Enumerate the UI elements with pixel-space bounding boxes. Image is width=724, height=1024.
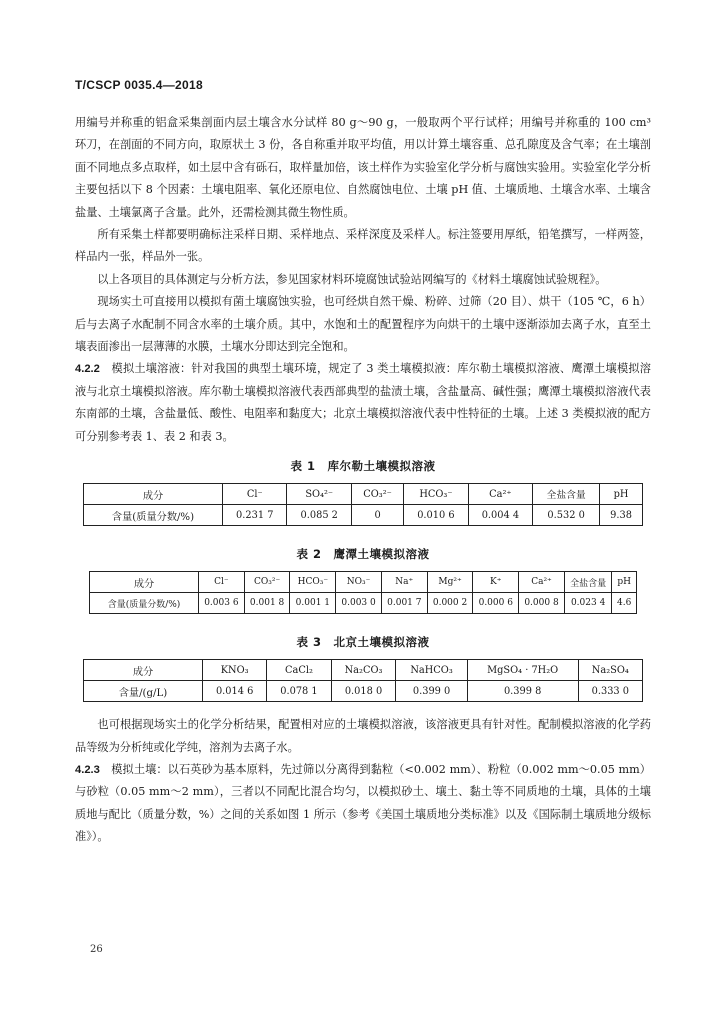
paragraph: 现场实土可直接用以模拟有菌土壤腐蚀实验，也可经烘自然干燥、粉碎、过筛（20 目）、烘干（105 ℃，6 h）后与去离子水配制不同含水率的土壤介质。其中，水饱和土的配置程序为向烘干的土壤中逐渐添加去离子水，直至土壤表面渗出一层薄薄的水膜，土壤水分即达到完全饱和。: [75, 295, 651, 354]
table-header-cell: 成分: [84, 660, 203, 681]
table-3: [83, 659, 643, 702]
table-header-cell: MgSO₄ · 7H₂O: [467, 660, 578, 681]
table-header-cell: CaCl₂: [267, 660, 331, 681]
table-header-row: [90, 572, 637, 593]
table-header-cell: CO₃²⁻: [351, 484, 403, 505]
section-number: 4.2.3: [75, 763, 100, 776]
doc-header: T/CSCP 0035.4—2018: [75, 78, 203, 92]
table-header-cell: 全盐含量: [564, 572, 611, 593]
table-header-cell: NO₃⁻: [336, 572, 382, 593]
table-row: [84, 681, 643, 702]
table-cell: 0: [351, 505, 403, 526]
table-cell: 0.001 8: [244, 593, 290, 614]
paragraph: 也可根据现场实土的化学分析结果，配置相对应的土壤模拟溶液，该溶液更具有针对性。配制模拟溶液的化学药品等级为分析纯或化学纯，溶剂为去离子水。: [75, 718, 651, 754]
table-row: [84, 505, 643, 526]
table-header-cell: Cl⁻: [223, 484, 287, 505]
table-header-cell: Na⁺: [381, 572, 427, 593]
table-cell: 0.018 0: [331, 681, 396, 702]
table-header-cell: SO₄²⁻: [287, 484, 351, 505]
table-2: [89, 571, 637, 614]
table-cell: 0.001 7: [381, 593, 427, 614]
table-header-cell: Na₂CO₃: [331, 660, 396, 681]
section-number: 4.2.2: [75, 363, 100, 376]
table-cell: 含量(质量分数/%): [90, 593, 199, 614]
table-cell: 0.078 1: [267, 681, 331, 702]
table-cell: 0.000 6: [473, 593, 519, 614]
section-4-2-3: [75, 759, 651, 849]
table-cell: 0.532 0: [533, 505, 600, 526]
table-cell: 9.38: [600, 505, 643, 526]
section-text: 模拟土壤：以石英砂为基本原料，先过筛以分离得到黏粒（<0.002 mm）、粉粒（0.002 mm～0.05 mm）与砂粒（0.05 mm～2 mm），三者以不同配比混合均匀，以模拟砂土、壤土、黏土等不同质地的土壤，具体的土壤质地与配比（质量分数，%）之间的关系如图 1 所示（参考《美国土壤质地分类标准》以及《国际制土壤质地分级标准》）。: [75, 762, 651, 844]
table-row: [90, 593, 637, 614]
table-2-caption: 表 2 鹰潭土壤模拟溶液: [296, 547, 430, 562]
table-1: [83, 483, 643, 526]
table-cell: 0.001 1: [290, 593, 336, 614]
table-header-cell: K⁺: [473, 572, 519, 593]
table-cell: 0.004 4: [468, 505, 532, 526]
table-header-cell: Ca²⁺: [519, 572, 565, 593]
table-cell: 0.010 6: [404, 505, 468, 526]
table-header-cell: 全盐含量: [533, 484, 600, 505]
table-cell: 0.085 2: [287, 505, 351, 526]
table-cell: 0.399 8: [467, 681, 578, 702]
table-header-cell: Ca²⁺: [468, 484, 532, 505]
table-cell: 0.003 0: [336, 593, 382, 614]
table-header-cell: HCO₃⁻: [290, 572, 336, 593]
table-header-cell: pH: [612, 572, 637, 593]
table-header-cell: Mg²⁺: [427, 572, 473, 593]
table-cell: 0.333 0: [578, 681, 642, 702]
table-header-cell: pH: [600, 484, 643, 505]
table-header-cell: HCO₃⁻: [404, 484, 468, 505]
table-3-caption: 表 3 北京土壤模拟溶液: [296, 635, 430, 650]
table-header-cell: CO₃²⁻: [244, 572, 290, 593]
table-cell: 4.6: [612, 593, 637, 614]
table-header-row: [84, 660, 643, 681]
table-cell: 含量/(g/L): [84, 681, 203, 702]
table-cell: 0.231 7: [223, 505, 287, 526]
table-cell: 0.014 6: [203, 681, 267, 702]
paragraph: 用编号并称重的铝盒采集剖面内层土壤含水分试样 80 g～90 g，一般取两个平行试样；用编号并称重的 100 cm³ 环刀，在剖面的不同方向，取原状土 3 份，各自称重并取平均值，用以计算土壤容重、总孔隙度及含气率；在土壤剖面不同地点多点取样，如土层中含有砾石，取样量加倍，该土样作为实验室化学分析与腐蚀实验用。实验室化学分析主要包括以下 8 个因素：土壤电阻率、氧化还原电位、自然腐蚀电位、土壤 pH 值、土壤质地、土壤含水率、土壤含盐量、土壤氯离子含量。此外，还需检测其微生物性质。: [75, 116, 651, 219]
page-body: [75, 112, 651, 849]
table-header-cell: 成分: [90, 572, 199, 593]
table-cell: 0.000 2: [427, 593, 473, 614]
table-1-caption: 表 1 库尔勒土壤模拟溶液: [290, 459, 436, 474]
table-header-row: [84, 484, 643, 505]
table-header-cell: Na₂SO₄: [578, 660, 642, 681]
section-text: 模拟土壤溶液：针对我国的典型土壤环境，规定了 3 类土壤模拟液：库尔勒土壤模拟溶液、鹰潭土壤模拟溶液与北京土壤模拟溶液。库尔勒土壤模拟溶液代表西部典型的盐渍土壤，含盐量高、碱性强；鹰潭土壤模拟溶液代表东南部的土壤，含盐量低、酸性、电阻率和黏度大；北京土壤模拟溶液代表中性特征的土壤。上述 3 类模拟液的配方可分别参考表 1、表 2 和表 3。: [75, 362, 651, 443]
table-header-cell: NaHCO₃: [396, 660, 467, 681]
table-header-cell: Cl⁻: [199, 572, 245, 593]
table-cell: 0.023 4: [564, 593, 611, 614]
table-header-cell: KNO₃: [203, 660, 267, 681]
table-cell: 0.003 6: [199, 593, 245, 614]
table-header-cell: 成分: [84, 484, 223, 505]
paragraph: 所有采集土样都要明确标注采样日期、采样地点、采样深度及采样人。标注签要用厚纸，铅笔撰写，一样两签，样品内一张，样品外一张。: [75, 228, 651, 264]
table-cell: 0.000 8: [519, 593, 565, 614]
page-number: 26: [90, 944, 103, 955]
section-4-2-2: [75, 358, 651, 448]
table-cell: 0.399 0: [396, 681, 467, 702]
table-cell: 含量(质量分数/%): [84, 505, 223, 526]
paragraph: 以上各项目的具体测定与分析方法，参见国家材料环境腐蚀试验站网编写的《材料土壤腐蚀试验规程》。: [97, 272, 607, 286]
